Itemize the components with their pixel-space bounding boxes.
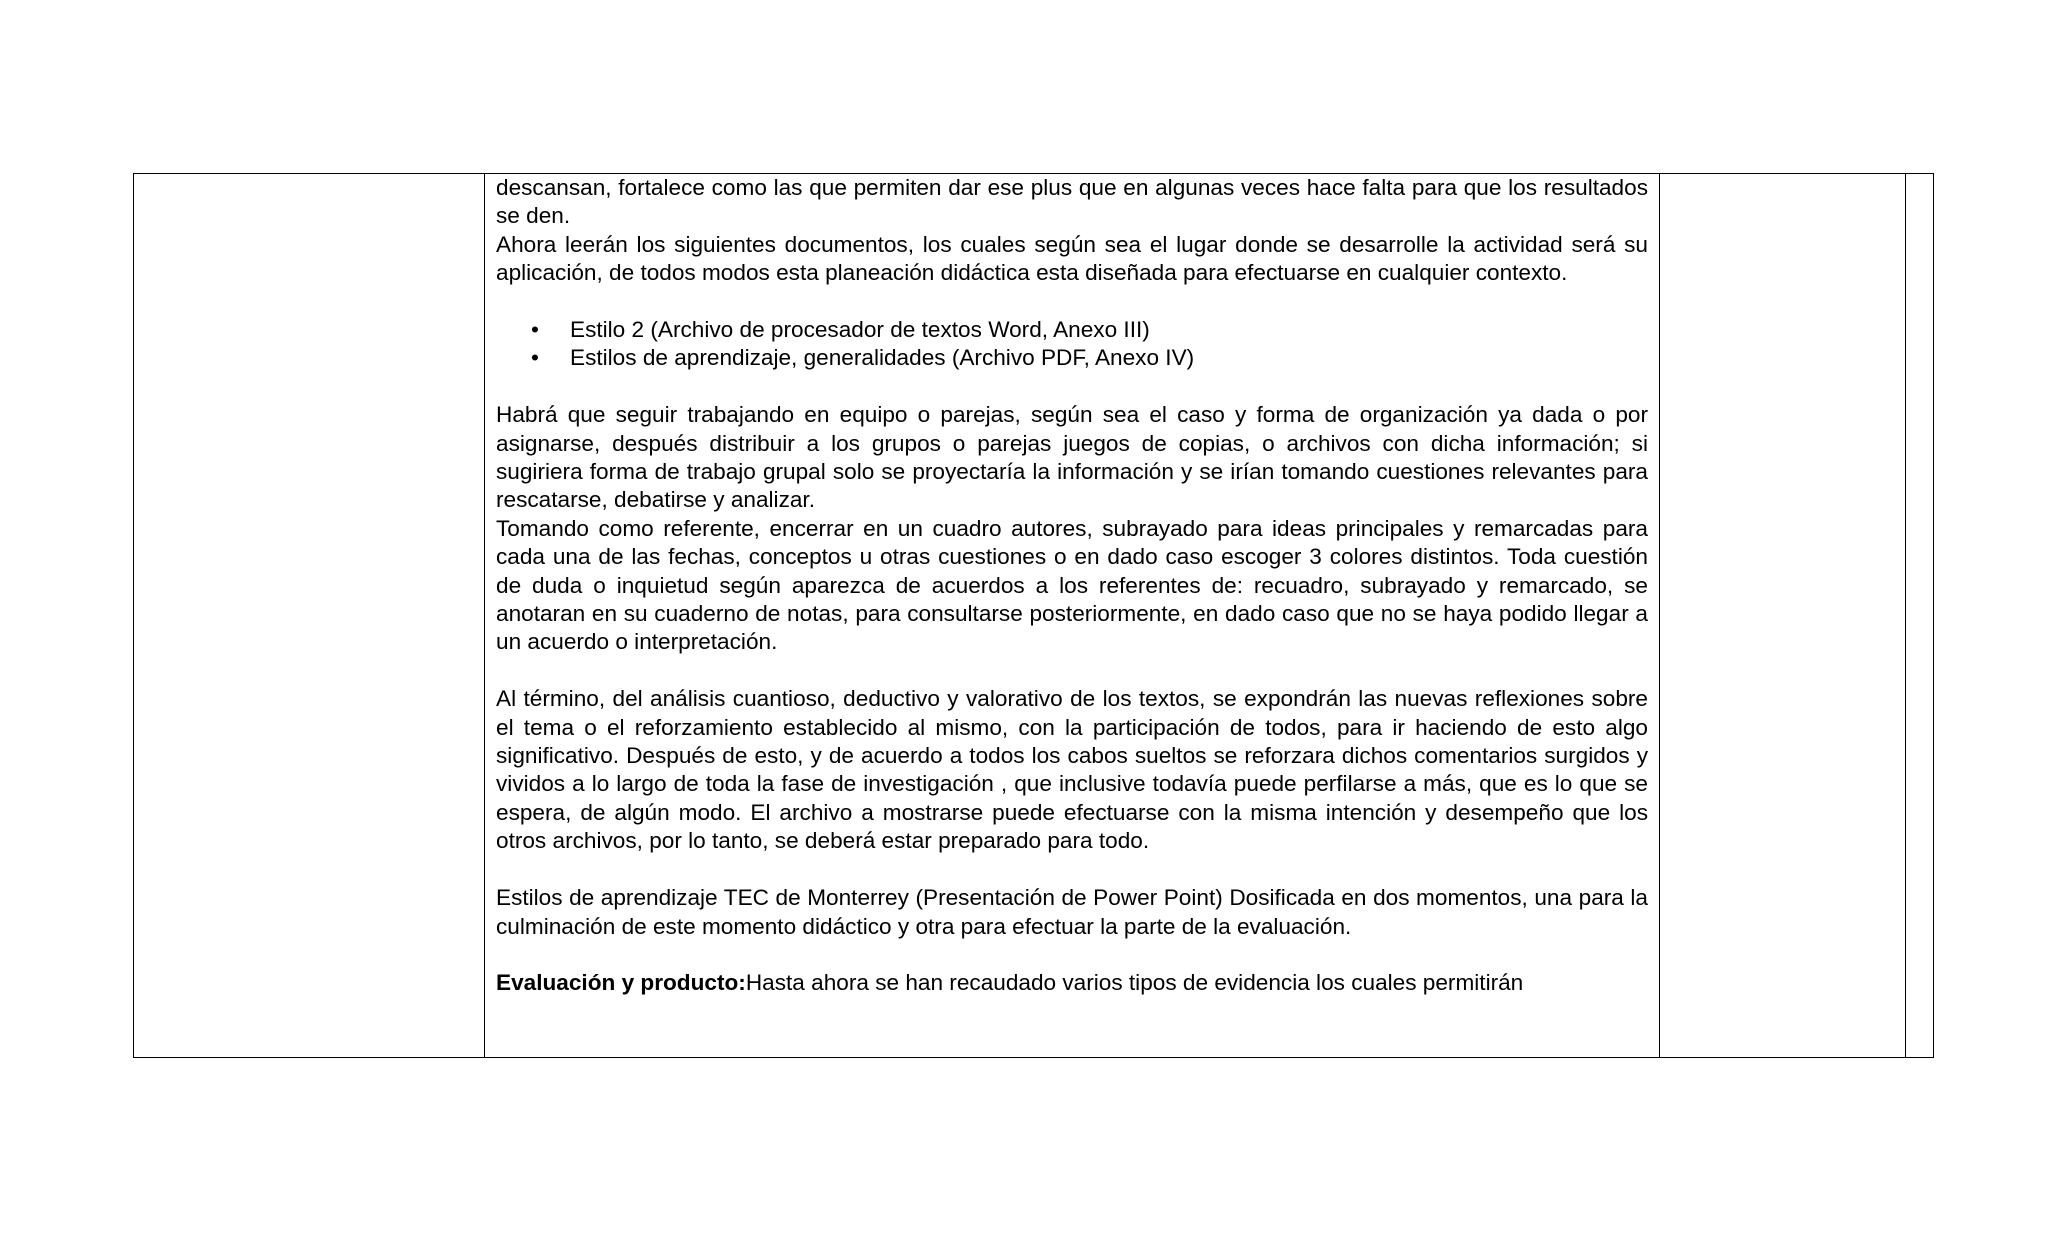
table-cell-right — [1661, 174, 1905, 1057]
table-cell-content — [496, 174, 1648, 1057]
paragraph: Estilos de aprendizaje TEC de Monterrey (Presentación de Power Point) Dosificada en dos momentos, una para la culminación de este momento didáctico y otra para efectuar la parte de la evaluación. — [496, 885, 1648, 939]
paragraph: descansan, fortalece como las que permiten dar ese plus que en algunas veces hace falta para que los resultados se den. — [496, 175, 1648, 229]
list-item — [496, 316, 1648, 344]
paragraph-evaluation — [496, 969, 1648, 997]
list-item — [496, 344, 1648, 372]
list-item-text: Estilos de aprendizaje, generalidades (Archivo PDF, Anexo IV) — [570, 345, 1195, 371]
document-list — [496, 316, 1648, 373]
evaluation-heading: Evaluación y producto: — [496, 970, 746, 996]
table-cell-left — [134, 174, 484, 1057]
paragraph: Habrá que seguir trabajando en equipo o parejas, según sea el caso y forma de organización ya dada o por asignarse, después distribuir a los grupos o parejas juegos de copias, o archivos con dicha información; si sugiriera forma de trabajo grupal solo se proyectaría la información y se irían tomando cuestiones relevantes para rescatarse, debatirse y analizar. — [496, 402, 1648, 513]
paragraph: Al término, del análisis cuantioso, deductivo y valorativo de los textos, se expondrán las nuevas reflexiones sobre el tema o el reforzamiento establecido al mismo, con la participación de todos, para ir haciendo de esto algo significativo. Después de esto, y de acuerdo a todos los cabos sueltos se reforzara dichos comentarios surgidos y vividos a lo largo de toda la fase de investigación , que inclusive todavía puede perfilarse a más, que es lo que se espera, de algún modo. El archivo a mostrarse puede efectuarse con la misma intención y desempeño que los otros archivos, por lo tanto, se deberá estar preparado para todo. — [496, 686, 1648, 854]
paragraph-spacer — [496, 288, 1648, 316]
paragraph-spacer — [496, 941, 1648, 969]
paragraph-spacer — [496, 856, 1648, 884]
evaluation-text: Hasta ahora se han recaudado varios tipos de evidencia los cuales permitirán — [745, 970, 1524, 996]
paragraph: Ahora leerán los siguientes documentos, los cuales según sea el lugar donde se desarrolle la actividad será su aplicación, de todos modos esta planeación didáctica esta diseñada para efectuarse en cualquier contexto. — [496, 231, 1648, 286]
bullet-icon: • — [531, 345, 539, 371]
paragraph-spacer — [496, 373, 1648, 401]
list-item-text: Estilo 2 (Archivo de procesador de textos Word, Anexo III) — [570, 317, 1150, 343]
document-table — [133, 173, 1934, 1058]
column-divider — [1905, 174, 1906, 1057]
table-cell-narrow — [1907, 174, 1935, 1057]
column-divider — [1659, 174, 1660, 1057]
bullet-icon: • — [531, 317, 539, 343]
paragraph-spacer — [496, 657, 1648, 685]
column-divider — [484, 174, 485, 1057]
paragraph: Tomando como referente, encerrar en un cuadro autores, subrayado para ideas principales y remarcadas para cada una de las fechas, conceptos u otras cuestiones o en dado caso escoger 3 colores distintos. Toda cuestión de duda o inquietud según aparezca de acuerdos a los referentes de: recuadro, subrayado y remarcado, se anotaran en su cuaderno de notas, para consultarse posteriormente, en dado caso que no se haya podido llegar a un acuerdo o interpretación. — [496, 515, 1648, 655]
